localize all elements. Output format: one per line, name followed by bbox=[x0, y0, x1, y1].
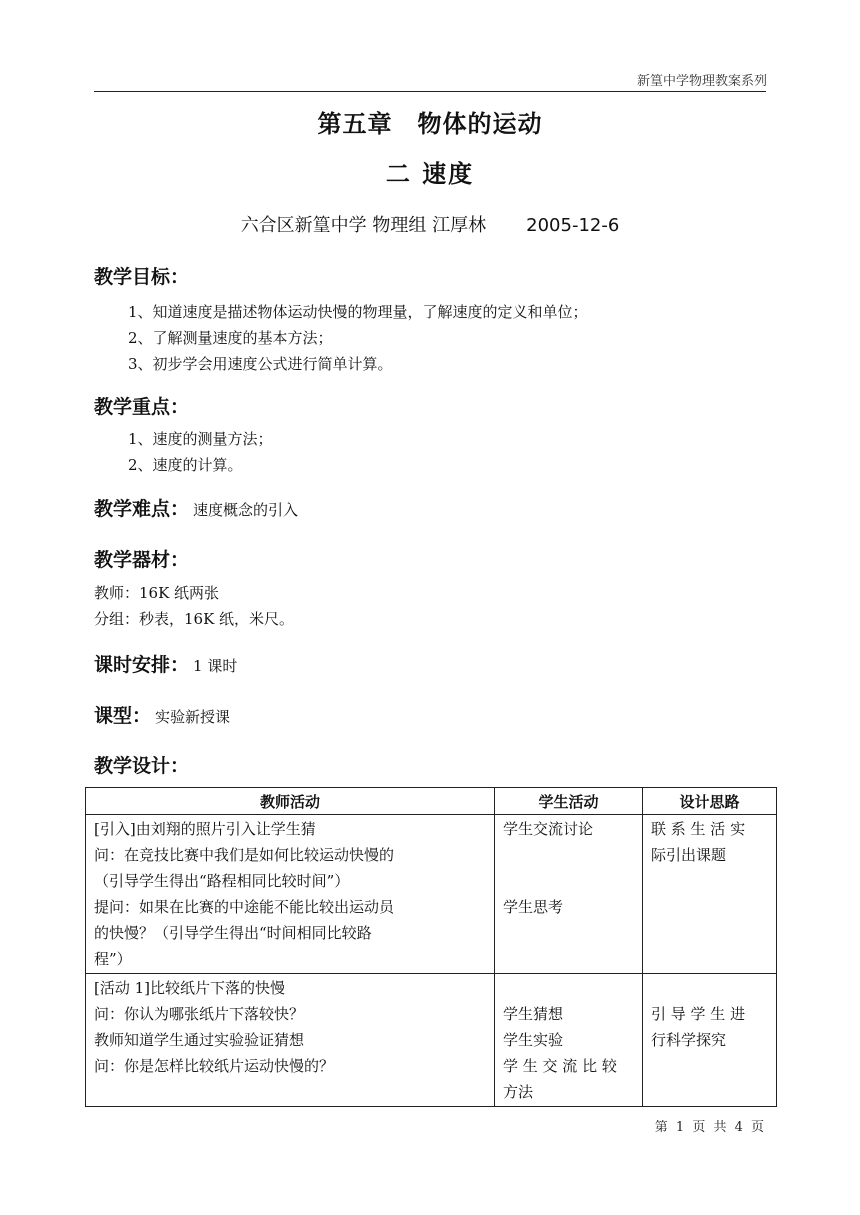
cell-line: 学生思考 bbox=[503, 898, 564, 916]
cell-line: 学 生 交 流 比 较 bbox=[503, 1057, 617, 1075]
difficulty-heading bbox=[94, 494, 298, 521]
difficulty-value: 速度概念的引入 bbox=[193, 501, 299, 519]
cell-line: 学生交流讨论 bbox=[503, 820, 594, 838]
key-points-list bbox=[128, 426, 273, 478]
cell-line: 提问：如果在比赛的中途能不能比较出运动员 bbox=[94, 898, 395, 916]
lesson-type-heading bbox=[94, 701, 230, 728]
cell-line: 行科学探究 bbox=[651, 1031, 727, 1049]
design-idea-cell bbox=[643, 815, 777, 974]
cell-line: 学生猜想 bbox=[503, 1005, 564, 1023]
key-point-item: 1、速度的测量方法； bbox=[128, 430, 273, 448]
cell-line: 程”） bbox=[94, 950, 132, 968]
cell-line: 教师知道学生通过实验验证猜想 bbox=[94, 1031, 305, 1049]
cell-line: [活动 1]比较纸片下落的快慢 bbox=[94, 979, 286, 997]
cell-line: 际引出课题 bbox=[651, 846, 727, 864]
cell-line: 问：你认为哪张纸片下落较快？ bbox=[94, 1005, 305, 1023]
header-design-idea: 设计思路 bbox=[643, 788, 777, 815]
cell-line: 联 系 生 活 实 bbox=[651, 820, 746, 838]
schedule-heading bbox=[94, 650, 237, 677]
design-heading: 教学设计： bbox=[94, 755, 190, 777]
objective-item: 1、知道速度是描述物体运动快慢的物理量，了解速度的定义和单位； bbox=[128, 303, 588, 321]
teacher-activity-cell bbox=[86, 974, 495, 1107]
cell-line: 方法 bbox=[503, 1083, 534, 1101]
objective-item: 2、了解测量速度的基本方法； bbox=[128, 329, 333, 347]
student-activity-cell bbox=[495, 815, 643, 974]
header-student-activity: 学生活动 bbox=[495, 788, 643, 815]
equipment-list bbox=[94, 580, 294, 632]
objectives-heading: 教学目标： bbox=[94, 266, 190, 288]
cell-line: （引导学生得出“路程相同比较时间”） bbox=[94, 872, 350, 890]
cell-line: 引 导 学 生 进 bbox=[651, 1005, 746, 1023]
lesson-date: 2005-12-6 bbox=[526, 215, 620, 236]
cell-line: 问：在竞技比赛中我们是如何比较运动快慢的 bbox=[94, 846, 395, 864]
lesson-type-value: 实验新授课 bbox=[155, 708, 231, 726]
cell-line: [引入]由刘翔的照片引入让学生猜 bbox=[94, 820, 316, 838]
cell-line bbox=[503, 842, 634, 868]
cell-line bbox=[503, 975, 634, 1001]
author-name: 六合区新篁中学 物理组 江厚林 bbox=[240, 215, 487, 236]
key-points-heading: 教学重点： bbox=[94, 396, 190, 418]
lesson-type-label: 课型： bbox=[94, 705, 152, 727]
cell-line: 的快慢？（引导学生得出“时间相同比较路 bbox=[94, 924, 372, 942]
teacher-activity-cell bbox=[86, 815, 495, 974]
design-idea-cell bbox=[643, 974, 777, 1107]
design-table bbox=[85, 787, 777, 1107]
author-line bbox=[0, 211, 860, 237]
chapter-title: 第五章 物体的运动 bbox=[317, 110, 543, 138]
objectives-list bbox=[128, 299, 588, 377]
objective-item: 3、初步学会用速度公式进行简单计算。 bbox=[128, 355, 393, 373]
cell-line: 学生实验 bbox=[503, 1031, 564, 1049]
table-row bbox=[86, 815, 777, 974]
header-teacher-activity: 教师活动 bbox=[86, 788, 495, 815]
page-number: 第 1 页 共 4 页 bbox=[654, 1120, 766, 1135]
equipment-heading: 教学器材： bbox=[94, 549, 190, 571]
table-row bbox=[86, 974, 777, 1107]
cell-line bbox=[503, 868, 634, 894]
section-title: 二 速度 bbox=[385, 160, 475, 188]
schedule-label: 课时安排： bbox=[94, 654, 190, 676]
header-series: 新篁中学物理教案系列 bbox=[636, 74, 767, 89]
table-header-row bbox=[86, 788, 777, 815]
difficulty-label: 教学难点： bbox=[94, 498, 190, 520]
cell-line bbox=[651, 975, 768, 1001]
key-point-item: 2、速度的计算。 bbox=[128, 456, 243, 474]
student-activity-cell bbox=[495, 974, 643, 1107]
schedule-value: 1 课时 bbox=[193, 657, 238, 675]
equipment-item: 分组：秒表，16K 纸，米尺。 bbox=[94, 610, 295, 628]
equipment-item: 教师：16K 纸两张 bbox=[94, 584, 220, 602]
header-divider bbox=[94, 91, 766, 92]
cell-line: 问：你是怎样比较纸片运动快慢的？ bbox=[94, 1057, 335, 1075]
